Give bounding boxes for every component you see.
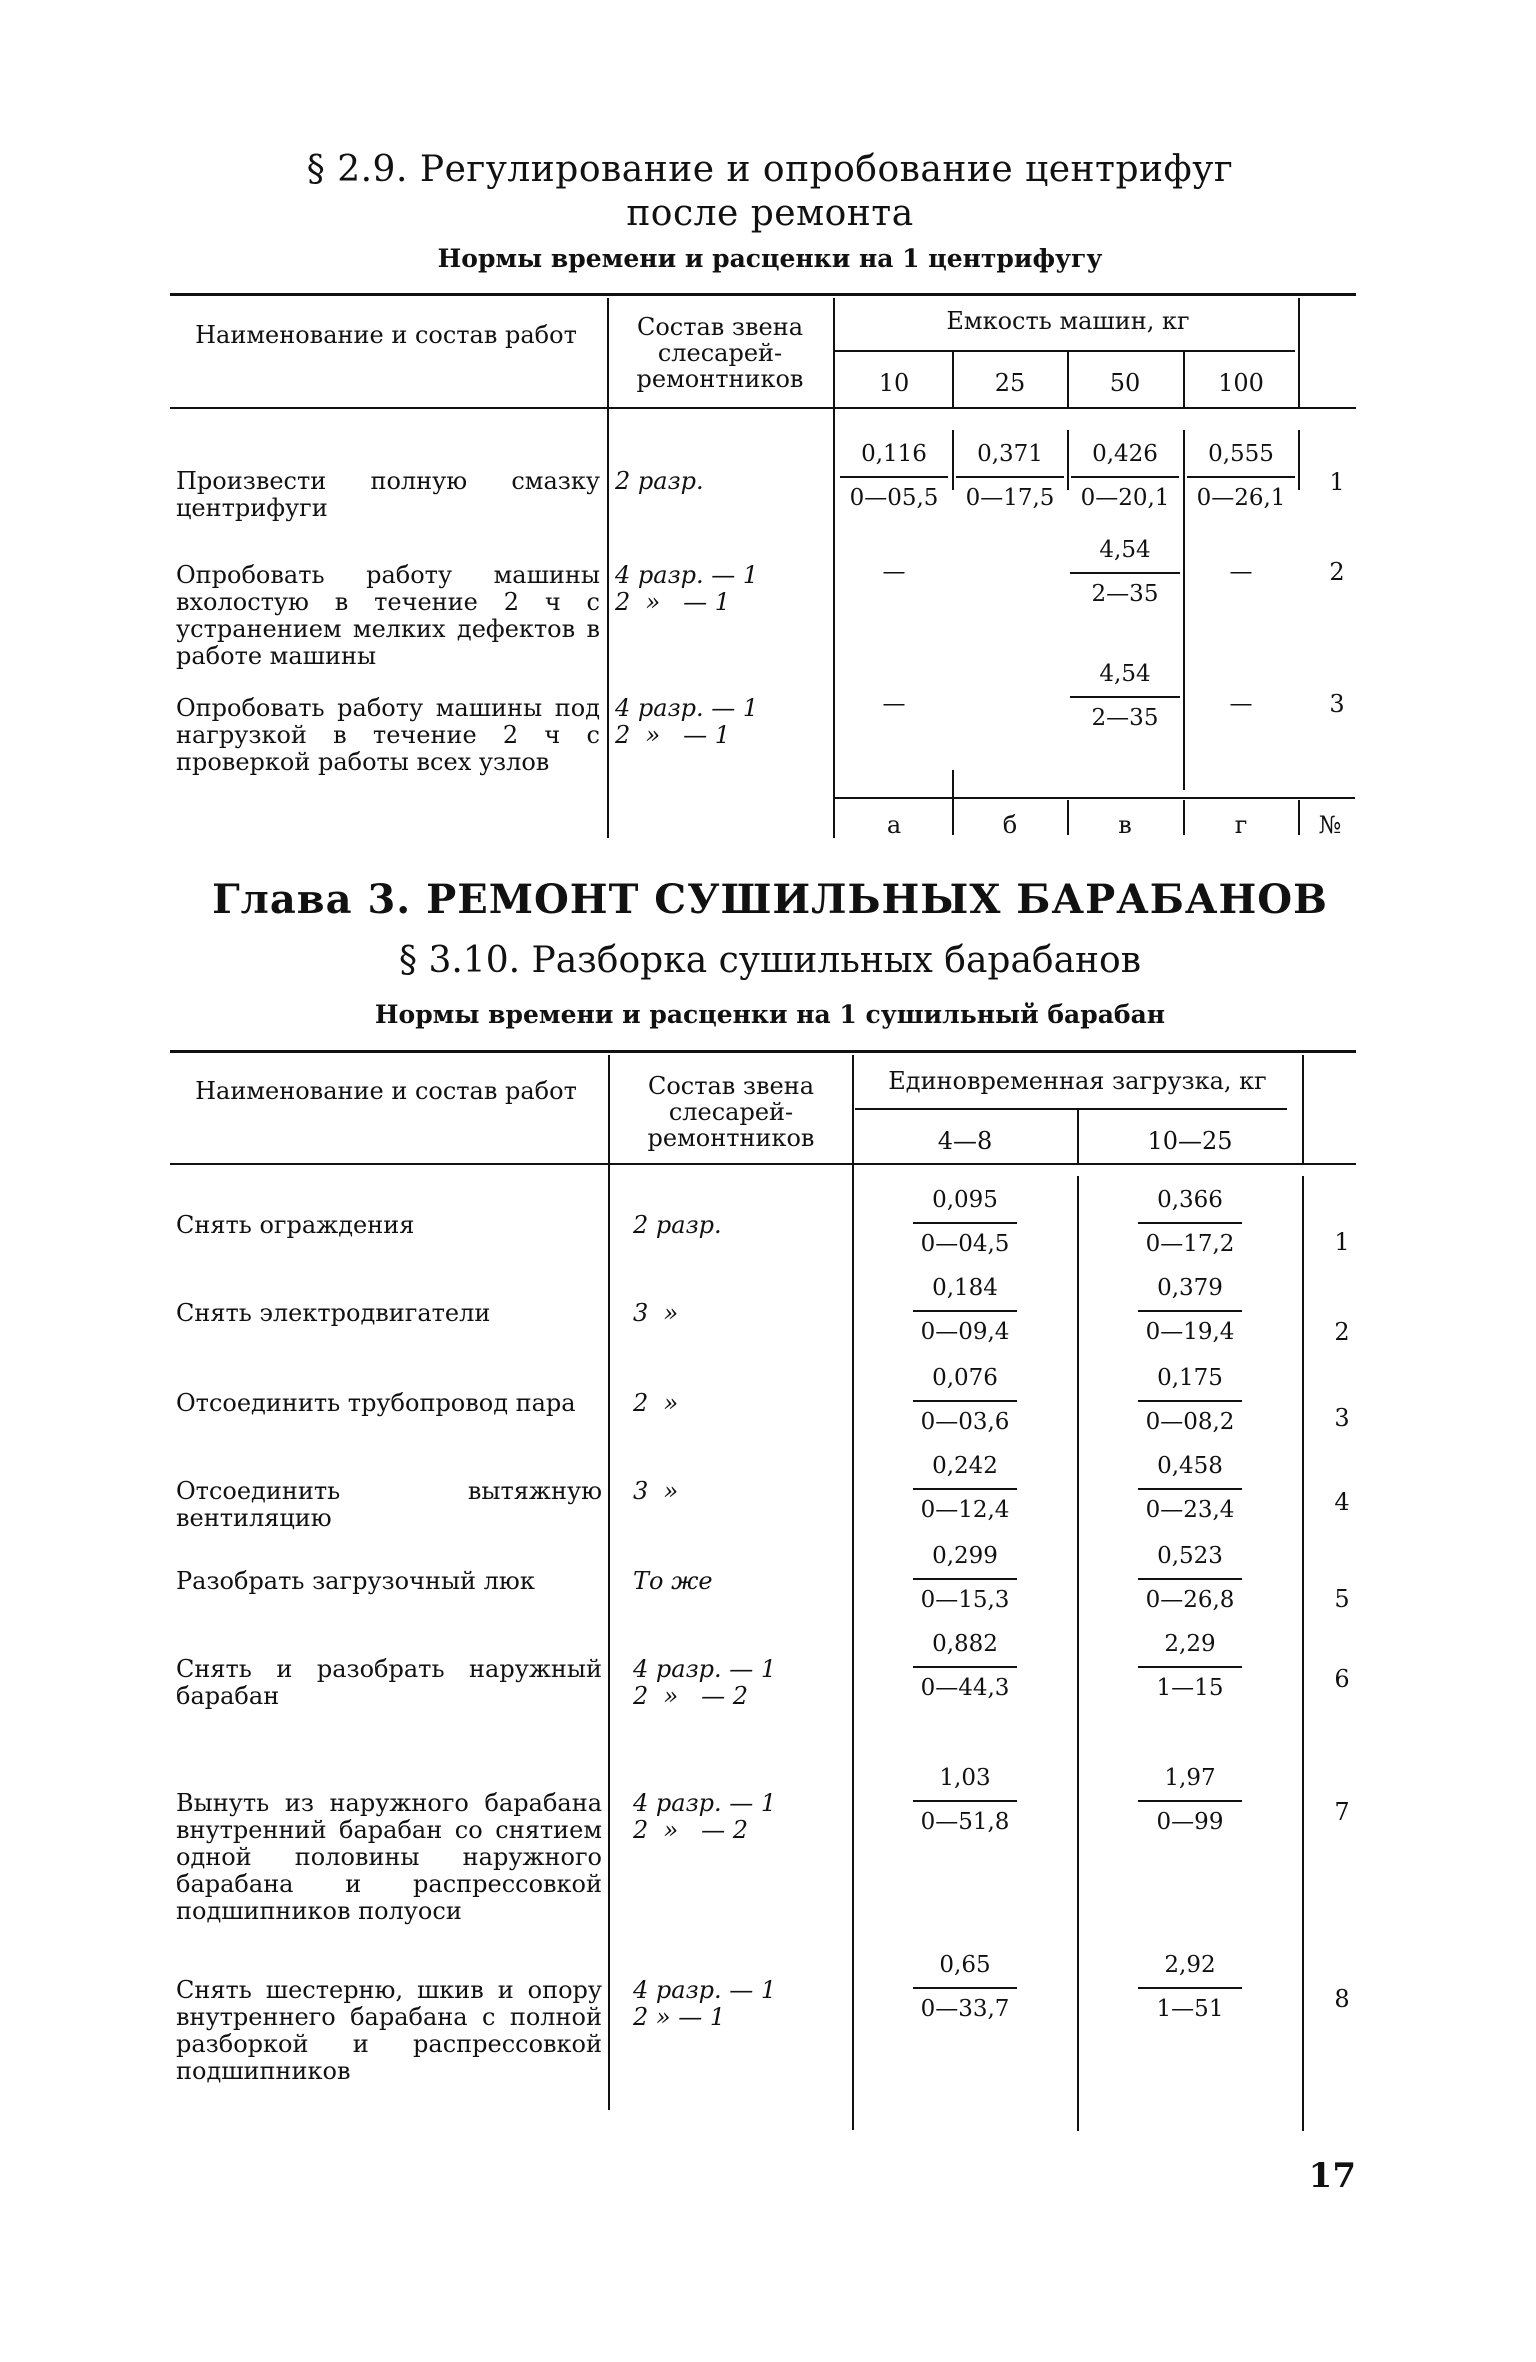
row-7-a-rate: 0—51,8 (920, 1809, 1010, 1835)
row-4-cell-b (1080, 1452, 1300, 1524)
row-5-cell-a (855, 1542, 1075, 1614)
col-divider-mid (1077, 1176, 1079, 2131)
row-1-d-norm: 0,555 (1208, 441, 1274, 467)
section-2-9-title-line1: § 2.9. Регулирование и опробование центрифуг (306, 149, 1234, 190)
fraction-bar (913, 1800, 1017, 1802)
col-divider-d-foot (1298, 800, 1300, 835)
row-4-b-rate: 0—23,4 (1145, 1497, 1235, 1523)
header-col-100: 100 (1218, 369, 1264, 397)
row-1-b-norm: 0,366 (1157, 1187, 1223, 1213)
row-3-norm: 4,54 (1099, 661, 1151, 687)
page-number: 17 (1308, 2156, 1356, 2196)
row-1-cell-b (1080, 1186, 1300, 1258)
fraction-bar (913, 1222, 1017, 1224)
col-divider-work (607, 298, 609, 838)
header-col-4-8: 4—8 (937, 1127, 993, 1155)
row-2-work: Снять электродвигатели (176, 1299, 491, 1327)
section-3-10-title: § 3.10. Разборка сушильных барабанов (399, 940, 1141, 981)
row-2-number: 2 (1334, 1318, 1350, 1346)
row-8-a-norm: 0,65 (939, 1952, 991, 1978)
table-top-rule (170, 293, 1356, 296)
row-4-work: Отсоединить вытяжную вентиляцию (176, 1477, 602, 1532)
col-divider-work (608, 1055, 610, 2110)
col-letter-b: б (1002, 811, 1018, 839)
row-5-a-rate: 0—15,3 (920, 1587, 1010, 1613)
row-7-cell-a (855, 1764, 1075, 1836)
row-8-crew: 4 разр. — 1 2 » — 1 (633, 1976, 777, 2031)
row-1-d-rate: 0—26,1 (1196, 485, 1286, 511)
row-2-crew: 4 разр. — 1 2 » — 1 (615, 561, 759, 616)
header-capacity: Емкость машин, кг (946, 307, 1190, 335)
row-3-a-rate: 0—03,6 (920, 1409, 1010, 1435)
row-6-cell-b (1080, 1630, 1300, 1702)
col-divider-d-head (1298, 298, 1300, 408)
row-6-a-rate: 0—44,3 (920, 1675, 1010, 1701)
row-3-rate: 2—35 (1091, 705, 1159, 731)
row-1-cell-c (1069, 440, 1181, 512)
col-divider-last (1302, 1176, 1304, 2131)
row-3-work: Опробовать работу машины под нагрузкой в течение 2 ч с проверкой работы всех узлов (176, 694, 600, 776)
row-4-cell-a (855, 1452, 1075, 1524)
fraction-bar (1138, 1666, 1242, 1668)
row-1-crew: 2 разр. (633, 1211, 722, 1239)
row-1-number: 1 (1329, 468, 1345, 496)
row-1-b-rate: 0—17,2 (1145, 1231, 1235, 1257)
capacity-underline (835, 350, 1295, 352)
fraction-bar (1138, 1310, 1242, 1312)
row-2-rate: 2—35 (1091, 581, 1159, 607)
fraction-bar (1138, 1488, 1242, 1490)
header-col-10-25: 10—25 (1147, 1127, 1233, 1155)
row-1-b-rate: 0—17,5 (965, 485, 1055, 511)
fraction-bar (913, 1666, 1017, 1668)
row-2-cell-d: — (1229, 559, 1253, 585)
header-crew: Состав звена слесарей-ремонтников (636, 313, 804, 393)
row-8-cell-b (1080, 1951, 1300, 2023)
row-1-work: Произвести полную смазку центрифуги (176, 467, 600, 522)
row-5-work: Разобрать загрузочный люк (176, 1567, 535, 1595)
row-8-number: 8 (1334, 1985, 1350, 2013)
row-7-b-norm: 1,97 (1164, 1765, 1216, 1791)
fraction-bar (913, 1488, 1017, 1490)
table-header-rule (170, 407, 1356, 409)
fraction-bar (913, 1400, 1017, 1402)
row-1-a-norm: 0,116 (861, 441, 927, 467)
row-3-crew: 2 » (633, 1389, 679, 1417)
header-crew: Состав звена слесарей-ремонтников (647, 1072, 815, 1152)
section-3-10-subtitle: Нормы времени и расценки на 1 сушильный барабан (374, 1000, 1166, 1029)
chapter-3-title: Глава 3. РЕМОНТ СУШИЛЬНЫХ БАРАБАНОВ (212, 876, 1328, 923)
row-2-cell-b (1080, 1274, 1300, 1346)
col-divider-crew (833, 298, 835, 838)
row-3-cell-d: — (1229, 691, 1253, 717)
fraction-bar (913, 1987, 1017, 1989)
row-3-cell-b (1080, 1364, 1300, 1436)
row-6-b-rate: 1—15 (1156, 1675, 1224, 1701)
row-7-b-rate: 0—99 (1156, 1809, 1224, 1835)
row-6-work: Снять и разобрать наружный барабан (176, 1655, 602, 1710)
fraction-bar (1138, 1578, 1242, 1580)
row-2-norm: 4,54 (1099, 537, 1151, 563)
row-6-crew: 4 разр. — 1 2 » — 2 (633, 1655, 777, 1710)
row-6-number: 6 (1334, 1665, 1350, 1693)
row-6-a-norm: 0,882 (932, 1631, 998, 1657)
table-top-rule (170, 1050, 1356, 1053)
row-1-cell-a (855, 1186, 1075, 1258)
header-work: Наименование и состав работ (195, 1077, 577, 1105)
row-8-b-norm: 2,92 (1164, 1952, 1216, 1978)
row-1-crew: 2 разр. (615, 467, 704, 495)
row-5-crew: То же (633, 1567, 713, 1595)
col-letter-a: а (886, 811, 902, 839)
col-letter-d: г (1234, 811, 1248, 839)
row-1-a-norm: 0,095 (932, 1187, 998, 1213)
row-3-b-rate: 0—08,2 (1145, 1409, 1235, 1435)
row-2-work: Опробовать работу машины вхолостую в течение 2 ч с устранением мелких дефектов в работе машины (176, 561, 600, 670)
col-divider-crew (852, 1055, 854, 2130)
col-divider-mid-head (1077, 1110, 1079, 1163)
row-3-b-norm: 0,175 (1157, 1365, 1223, 1391)
row-3-number: 3 (1329, 690, 1345, 718)
row-3-crew: 4 разр. — 1 2 » — 1 (615, 694, 759, 749)
section-2-9-subtitle: Нормы времени и расценки на 1 центрифугу (437, 244, 1103, 273)
row-3-cell-a: — (882, 691, 906, 717)
row-2-crew: 3 » (633, 1299, 679, 1327)
row-8-a-rate: 0—33,7 (920, 1996, 1010, 2022)
row-8-cell-a (855, 1951, 1075, 2023)
row-1-cell-b (954, 440, 1066, 512)
col-number-sign: № (1318, 811, 1342, 839)
fraction-bar (1138, 1800, 1242, 1802)
table-header-rule (170, 1163, 1356, 1165)
fraction-bar (1138, 1987, 1242, 1989)
fraction-bar (1070, 572, 1180, 574)
row-8-work: Снять шестерню, шкив и опору внутреннего барабана с полной разборкой и распрессовкой подшипников (176, 1976, 602, 2085)
section-2-9-title (170, 148, 1370, 236)
row-4-a-norm: 0,242 (932, 1453, 998, 1479)
row-7-cell-b (1080, 1764, 1300, 1836)
col-divider-d (1298, 430, 1300, 490)
fraction-bar (1138, 1400, 1242, 1402)
letters-rule (835, 797, 1355, 799)
row-4-number: 4 (1334, 1488, 1350, 1516)
row-1-c-rate: 0—20,1 (1080, 485, 1170, 511)
row-7-crew: 4 разр. — 1 2 » — 2 (633, 1789, 777, 1844)
col-letter-c: в (1118, 811, 1132, 839)
header-load: Единовременная загрузка, кг (888, 1067, 1267, 1095)
row-3-work: Отсоединить трубопровод пара (176, 1389, 576, 1417)
row-1-a-rate: 0—04,5 (920, 1231, 1010, 1257)
section-2-9-title-line2: после ремонта (626, 193, 914, 234)
header-work: Наименование и состав работ (195, 321, 577, 349)
fraction-bar (1187, 476, 1295, 478)
row-1-b-norm: 0,371 (977, 441, 1043, 467)
row-1-a-rate: 0—05,5 (849, 485, 939, 511)
row-2-cell-a (855, 1274, 1075, 1346)
fraction-bar (1138, 1222, 1242, 1224)
row-2-b-rate: 0—19,4 (1145, 1319, 1235, 1345)
row-1-cell-d (1185, 440, 1297, 512)
row-5-cell-b (1080, 1542, 1300, 1614)
row-6-cell-a (855, 1630, 1075, 1702)
fraction-bar (956, 476, 1064, 478)
row-7-a-norm: 1,03 (939, 1765, 991, 1791)
row-2-cell-a: — (882, 559, 906, 585)
row-1-c-norm: 0,426 (1092, 441, 1158, 467)
col-divider-last-head (1302, 1055, 1304, 1165)
row-7-work: Вынуть из наружного барабана внутренний барабан со снятием одной половины наружного барабана и распрессовкой подшипников полуоси (176, 1789, 602, 1925)
row-1-number: 1 (1334, 1228, 1350, 1256)
row-1-work: Снять ограждения (176, 1211, 415, 1239)
row-2-b-norm: 0,379 (1157, 1275, 1223, 1301)
fraction-bar (1071, 476, 1179, 478)
fraction-bar (1070, 696, 1180, 698)
row-5-number: 5 (1334, 1585, 1350, 1613)
row-6-b-norm: 2,29 (1164, 1631, 1216, 1657)
fraction-bar (913, 1310, 1017, 1312)
header-col-10: 10 (878, 369, 910, 397)
row-7-number: 7 (1334, 1798, 1350, 1826)
row-1-cell-a (838, 440, 950, 512)
row-2-a-rate: 0—09,4 (920, 1319, 1010, 1345)
row-4-a-rate: 0—12,4 (920, 1497, 1010, 1523)
load-underline (855, 1108, 1287, 1110)
row-5-b-rate: 0—26,8 (1145, 1587, 1235, 1613)
row-3-number: 3 (1334, 1404, 1350, 1432)
header-col-25: 25 (994, 369, 1026, 397)
row-5-a-norm: 0,299 (932, 1543, 998, 1569)
row-3-a-norm: 0,076 (932, 1365, 998, 1391)
row-2-a-norm: 0,184 (932, 1275, 998, 1301)
row-4-crew: 3 » (633, 1477, 679, 1505)
row-3-cell-a (855, 1364, 1075, 1436)
row-2-number: 2 (1329, 558, 1345, 586)
row-4-b-norm: 0,458 (1157, 1453, 1223, 1479)
header-col-50: 50 (1109, 369, 1141, 397)
row-5-b-norm: 0,523 (1157, 1543, 1223, 1569)
row-8-b-rate: 1—51 (1156, 1996, 1224, 2022)
fraction-bar (913, 1578, 1017, 1580)
fraction-bar (840, 476, 948, 478)
